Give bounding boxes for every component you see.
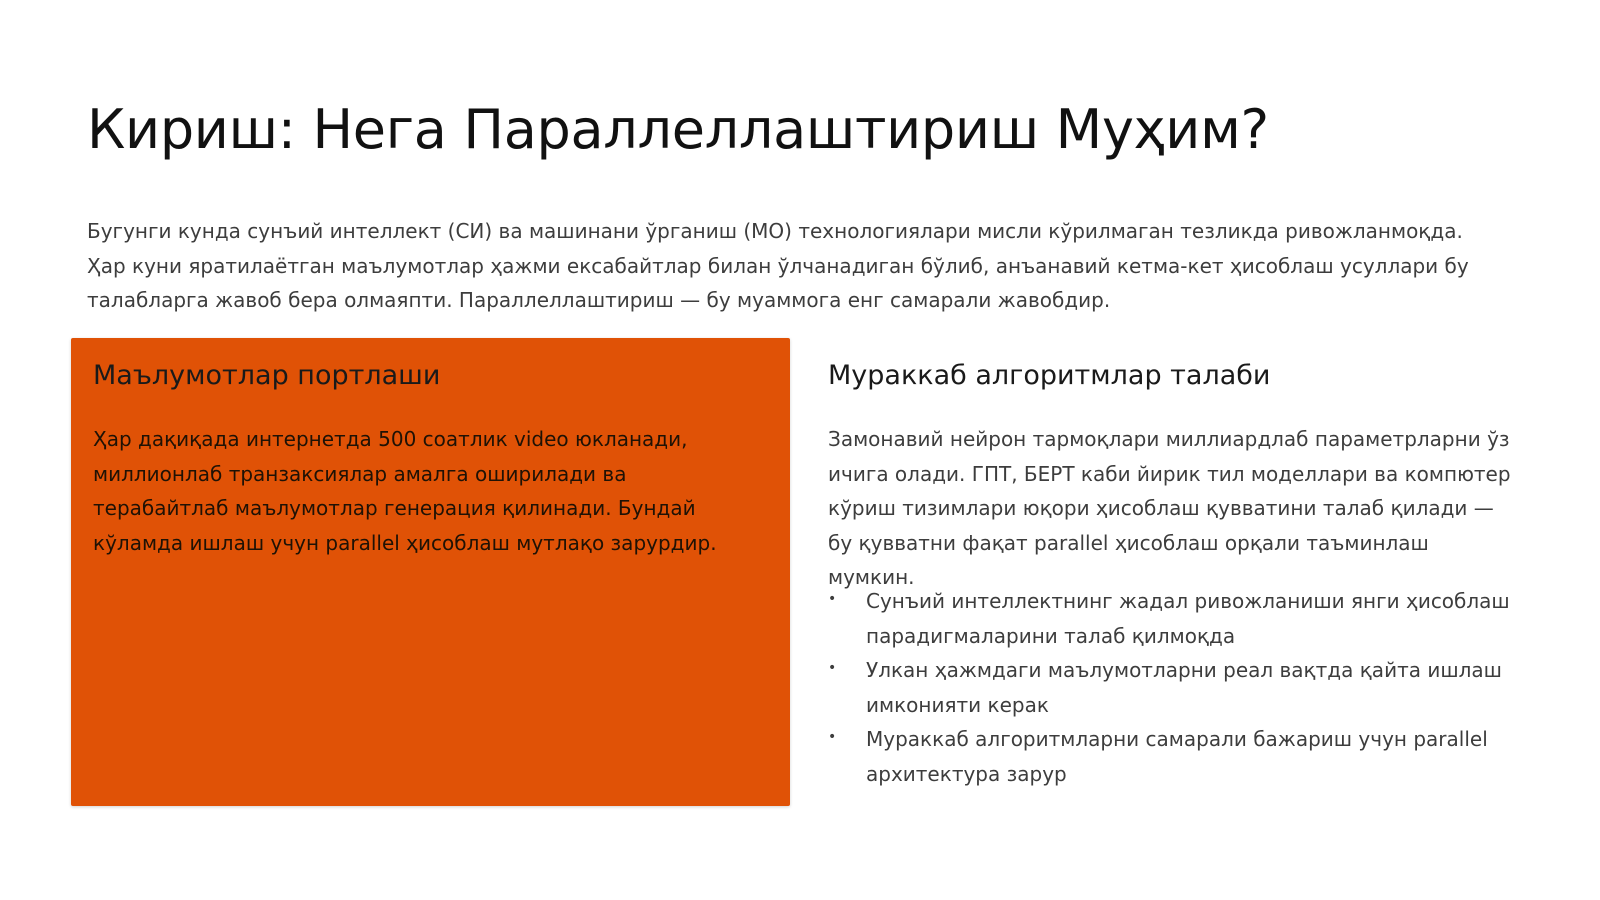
bullet-text: Мураккаб алгоритмларни самарали бажариш учун parallel архитектура зарур [866,727,1488,786]
data-explosion-body: Ҳар дақиқада интернетда 500 соатлик video юкланади, миллионлаб транзаксиялар амалга оширилади ва терабайтлаб маълумотлар генерация қилинади. Бундай кўламда ишлаш учун parallel ҳисоблаш мутлақо зарурдир. [93,427,717,555]
complex-algorithms-heading: Мураккаб алгоритмлар талаби [828,360,1271,391]
data-explosion-card [71,338,790,806]
bullet-icon: • [828,729,837,745]
bullet-icon: • [828,660,837,676]
bullet-text: Сунъий интеллектнинг жадал ривожланиши янги ҳисоблаш парадигмаларини талаб қилмоқда [866,589,1510,648]
bullet-list [828,584,1518,791]
slide-title: Кириш: Нега Параллеллаштириш Муҳим? [87,98,1269,161]
complex-algorithms-body: Замонавий нейрон тармоқлари миллиардлаб параметрларни ўз ичига олади. ГПТ, БЕРТ каби йирик тил моделлари ва компютер кўриш тизимлари юқори ҳисоблаш қувватини талаб қилади — бу қувватни фақат parallel ҳисоблаш орқали таъминлаш мумкин. [828,427,1511,589]
data-explosion-heading: Маълумотлар портлаши [93,360,441,391]
list-item [828,653,1518,722]
list-item [828,584,1518,653]
bullet-text: Улкан ҳажмдаги маълумотларни реал вақтда қайта ишлаш имконияти керак [866,658,1502,717]
bullet-icon: • [828,591,837,607]
intro-paragraph: Бугунги кунда сунъий интеллект (СИ) ва машинани ўрганиш (МО) технологиялари мисли кўрилмаган тезликда ривожланмоқда. Ҳар куни яратилаётган маълумотлар ҳажми ексабайтлар билан ўлчанадиган бўлиб, анъанавий кетма-кет ҳисоблаш усуллари бу талабларга жавоб бера олмаяпти. Параллеллаштириш — бу муаммога енг самарали жавобдир. [87,219,1469,312]
list-item [828,722,1518,791]
